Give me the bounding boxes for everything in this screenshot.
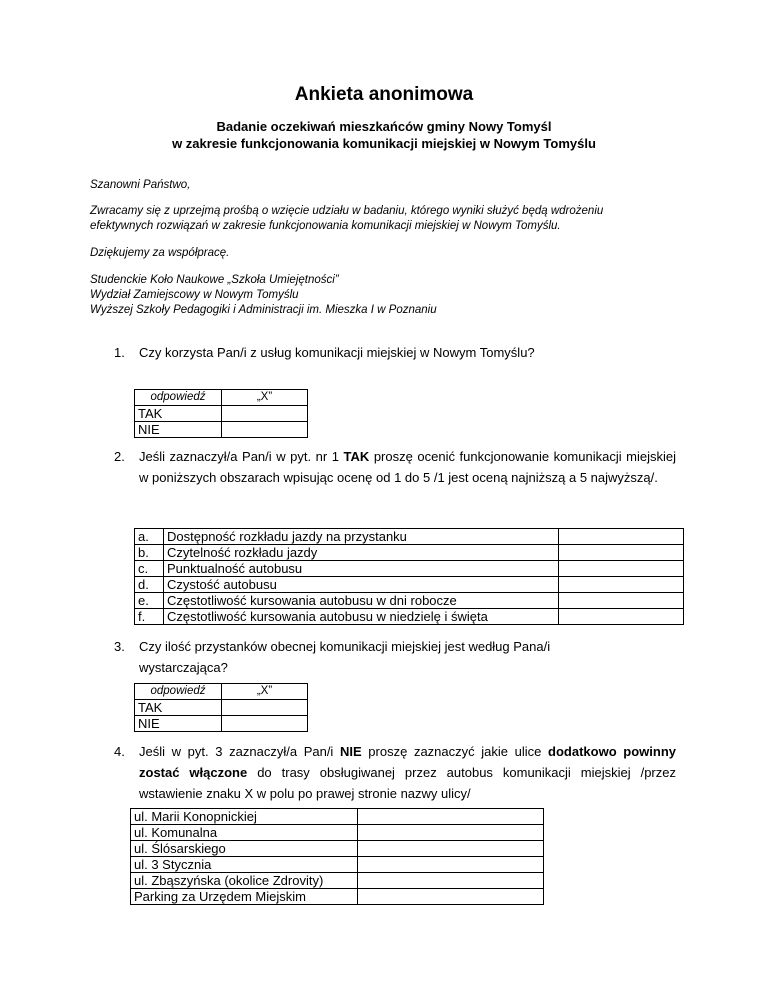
question-2-number: 2.	[114, 449, 125, 464]
row-label: Dostępność rozkładu jazdy na przystanku	[164, 529, 559, 545]
table-header-row	[135, 390, 308, 406]
q2-text-part: proszę ocenić funkcjonowanie komunikacji miejskiej w poniższych obszarach wpisując ocenę od 1 do 5 /1 jest oceną najniższą a 5 najwyższą/.	[139, 449, 676, 485]
row-label: Częstotliwość kursowania autobusu w dni robocze	[164, 593, 559, 609]
q4-text-part: do trasy obsługiwanej przez autobus komunikacji miejskiej /przez wstawienie znaku X w polu po prawej stronie nazwy ulicy/	[139, 765, 676, 801]
rating-cell[interactable]	[559, 609, 684, 625]
table-row	[135, 422, 308, 438]
option-label: NIE	[135, 422, 222, 438]
row-label: Czytelność rozkładu jazdy	[164, 545, 559, 561]
row-label: Czystość autobusu	[164, 577, 559, 593]
row-letter: c.	[135, 561, 164, 577]
street-mark-cell[interactable]	[358, 873, 544, 889]
request-line-2: efektywnych rozwiązań w zakresie funkcjonowania komunikacji miejskiej w Nowym Tomyślu.	[90, 220, 561, 232]
request-text	[90, 204, 690, 234]
table-row	[135, 593, 684, 609]
rating-cell[interactable]	[559, 577, 684, 593]
q2-text-part: Jeśli zaznaczył/a Pan/i w pyt. nr 1	[139, 449, 344, 464]
question-3-text: Czy ilość przystanków obecnej komunikacji miejskiej jest według Pana/i wystarczająca?	[139, 639, 551, 675]
street-label: ul. 3 Stycznia	[131, 857, 358, 873]
street-label: ul. Komunalna	[131, 825, 358, 841]
answer-cell-tak[interactable]	[222, 406, 308, 422]
rating-cell[interactable]	[559, 593, 684, 609]
table-row	[135, 545, 684, 561]
table-row	[135, 561, 684, 577]
table-row	[135, 700, 308, 716]
rating-cell[interactable]	[559, 545, 684, 561]
table-row	[131, 857, 544, 873]
table-row	[131, 809, 544, 825]
question-3-table	[134, 683, 308, 732]
street-label: Parking za Urzędem Miejskim	[131, 889, 358, 905]
question-2	[114, 446, 676, 488]
rating-cell[interactable]	[559, 529, 684, 545]
table-row	[135, 577, 684, 593]
street-mark-cell[interactable]	[358, 825, 544, 841]
request-line-1: Zwracamy się z uprzejmą prośbą o wzięcie udziału w badaniu, którego wyniki służyć będą wdrożeniu	[90, 205, 604, 217]
street-mark-cell[interactable]	[358, 857, 544, 873]
table-row	[135, 529, 684, 545]
table-row	[131, 825, 544, 841]
question-4-text	[139, 741, 676, 804]
table-row	[135, 609, 684, 625]
q2-bold-tak: TAK	[343, 449, 370, 464]
option-label: TAK	[135, 406, 222, 422]
answer-cell-nie[interactable]	[222, 716, 308, 732]
row-letter: b.	[135, 545, 164, 561]
org-line-2: Wydział Zamiejscowy w Nowym Tomyślu	[90, 289, 299, 301]
mark-header: „X”	[222, 390, 308, 406]
row-letter: f.	[135, 609, 164, 625]
q4-bold-nie: NIE	[339, 744, 362, 759]
q4-text-part: Jeśli w pyt. 3 zaznaczył/a Pan/i	[139, 744, 340, 759]
mark-header: „X”	[222, 684, 308, 700]
page-title: Ankieta anonimowa	[294, 84, 474, 105]
answer-header: odpowiedź	[135, 684, 222, 700]
subtitle	[0, 118, 768, 152]
question-4-table	[130, 808, 544, 905]
question-1-text: Czy korzysta Pan/i z usług komunikacji miejskiej w Nowym Tomyślu?	[139, 345, 535, 360]
answer-cell-tak[interactable]	[222, 700, 308, 716]
answer-header: odpowiedź	[135, 390, 222, 406]
greeting: Szanowni Państwo,	[90, 179, 191, 191]
table-row	[131, 889, 544, 905]
row-letter: d.	[135, 577, 164, 593]
organization-block	[90, 273, 690, 318]
q4-bold-emphasis: dodatkowo powinny zostać włączone	[139, 744, 676, 780]
street-mark-cell[interactable]	[358, 889, 544, 905]
street-label: ul. Ślósarskiego	[131, 841, 358, 857]
question-3	[114, 636, 676, 678]
org-line-1: Studenckie Koło Naukowe „Szkoła Umiejętności”	[90, 274, 339, 286]
question-2-text	[139, 446, 676, 488]
q4-text-part: proszę zaznaczyć jakie ulice	[361, 744, 549, 759]
question-4	[114, 741, 676, 804]
street-mark-cell[interactable]	[358, 841, 544, 857]
row-label: Częstotliwość kursowania autobusu w niedzielę i święta	[164, 609, 559, 625]
table-row	[131, 873, 544, 889]
street-label: ul. Zbąszyńska (okolice Zdrovity)	[131, 873, 358, 889]
subtitle-line-1: Badanie oczekiwań mieszkańców gminy Nowy Tomyśl	[216, 119, 552, 134]
question-1	[114, 342, 676, 363]
street-label: ul. Marii Konopnickiej	[131, 809, 358, 825]
subtitle-line-2: w zakresie funkcjonowania komunikacji miejskiej w Nowym Tomyślu	[172, 136, 596, 151]
question-4-number: 4.	[114, 744, 125, 759]
question-2-table	[134, 528, 684, 625]
table-row	[131, 841, 544, 857]
question-1-number: 1.	[114, 345, 125, 360]
table-header-row	[135, 684, 308, 700]
table-row	[135, 406, 308, 422]
row-letter: a.	[135, 529, 164, 545]
question-1-table	[134, 389, 308, 438]
option-label: NIE	[135, 716, 222, 732]
table-row	[135, 716, 308, 732]
answer-cell-nie[interactable]	[222, 422, 308, 438]
street-mark-cell[interactable]	[358, 809, 544, 825]
option-label: TAK	[135, 700, 222, 716]
org-line-3: Wyższej Szkoły Pedagogiki i Administracji im. Mieszka I w Poznaniu	[90, 304, 437, 316]
question-3-number: 3.	[114, 639, 125, 654]
thanks-text: Dziękujemy za współpracę.	[90, 247, 230, 259]
row-label: Punktualność autobusu	[164, 561, 559, 577]
rating-cell[interactable]	[559, 561, 684, 577]
row-letter: e.	[135, 593, 164, 609]
